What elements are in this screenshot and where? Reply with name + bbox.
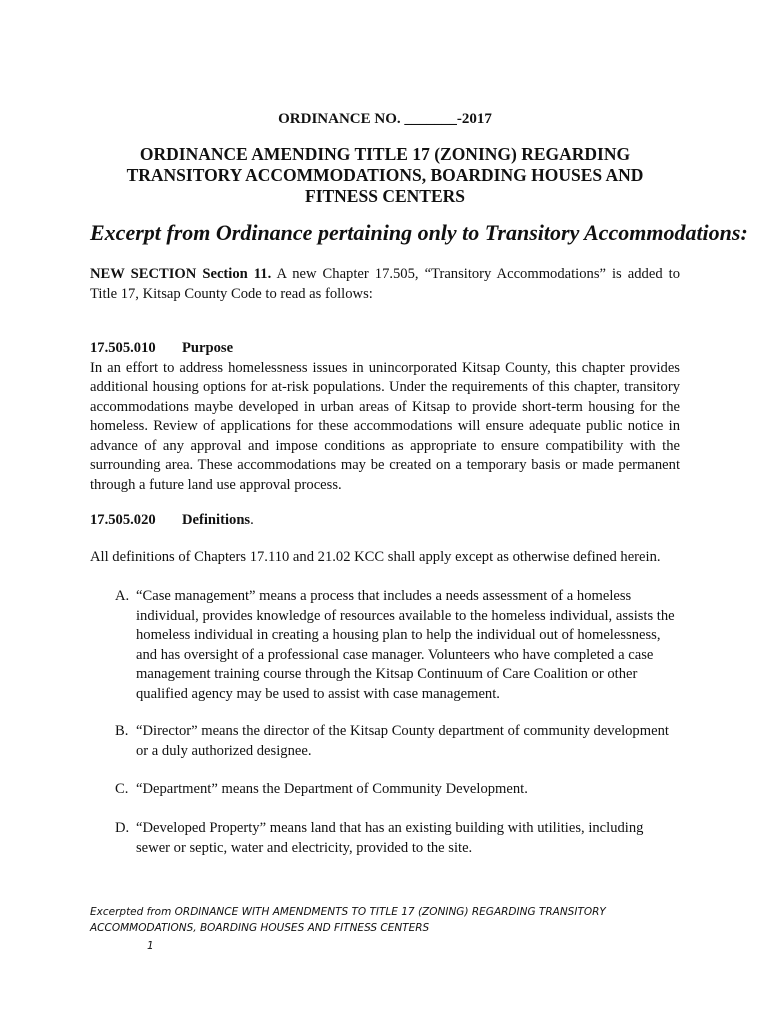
- ordinance-number: ORDINANCE NO. _______-2017: [278, 111, 492, 127]
- definition-item: [115, 780, 675, 800]
- purpose-number: 17.505.010: [90, 340, 156, 356]
- definitions-title: Definitions: [182, 512, 251, 528]
- definition-text: “Director” means the director of the Kitsap County department of community development or a duly authorized designee.: [136, 723, 669, 759]
- definition-letter: D.: [115, 820, 130, 836]
- definitions-heading: 17.505.020 Definitions.: [90, 511, 680, 531]
- excerpt-heading: Excerpt from Ordinance pertaining only to Transitory Accommodations:: [90, 220, 748, 245]
- new-section-paragraph: [90, 265, 680, 304]
- new-section-text: A new Chapter 17.505, “Transitory Accommodations” is added to Title 17, Kitsap County Code to read as follows:: [90, 266, 680, 302]
- ordinance-title: ORDINANCE AMENDING TITLE 17 (ZONING) REGARDING TRANSITORY ACCOMMODATIONS, BOARDING HOUSES AND FITNESS CENTERS: [126, 144, 644, 206]
- purpose-heading: [90, 339, 680, 359]
- definition-item: [115, 722, 675, 761]
- definitions-intro: All definitions of Chapters 17.110 and 21.02 KCC shall apply except as otherwise defined herein.: [90, 549, 661, 565]
- new-section-lead: NEW SECTION Section 11.: [90, 266, 272, 282]
- definitions-number: 17.505.020: [90, 512, 156, 528]
- purpose-section: [90, 339, 680, 495]
- definition-text: “Department” means the Department of Community Development.: [136, 781, 528, 797]
- definition-letter: C.: [115, 781, 129, 797]
- definition-letter: B.: [115, 723, 129, 739]
- definition-letter: A.: [115, 588, 130, 604]
- definition-text: “Developed Property” means land that has an existing building with utilities, including sewer or septic, water and electricity, provided to the site.: [136, 820, 644, 856]
- definition-item: [115, 819, 675, 858]
- purpose-title: Purpose: [182, 340, 234, 356]
- page-footer: Excerpted from ORDINANCE WITH AMENDMENTS TO TITLE 17 (ZONING) REGARDING TRANSITORY ACCOMMODATIONS, BOARDING HOUSES AND FITNESS CENTERS: [90, 906, 606, 934]
- definition-text: “Case management” means a process that includes a needs assessment of a homeless individual, provides knowledge of resources available to the homeless individual, assists the homeless individual in creating a housing plan to help the individual out of homelessness, and has oversight of a professional case manager. Volunteers who have completed a case management training course through the Kitsap Continuum of Care Coalition or other qualified agency may be used to assist with case management.: [136, 588, 675, 702]
- page-number: 1: [147, 940, 154, 952]
- purpose-text: In an effort to address homelessness issues in unincorporated Kitsap County, this chapter provides additional housing options for at-risk populations. Under the requirements of this chapter, transitory accommodations maybe developed in urban areas of Kitsap to provide short-term housing for the homeless. Review of applications for these accommodations will ensure adequate public notice in advance of any approval and impose conditions as appropriate to ensure compatibility with the surrounding area. These accommodations may be created on a temporary basis or made permanent through a future land use approval process.: [90, 359, 680, 493]
- definition-item: [115, 587, 675, 704]
